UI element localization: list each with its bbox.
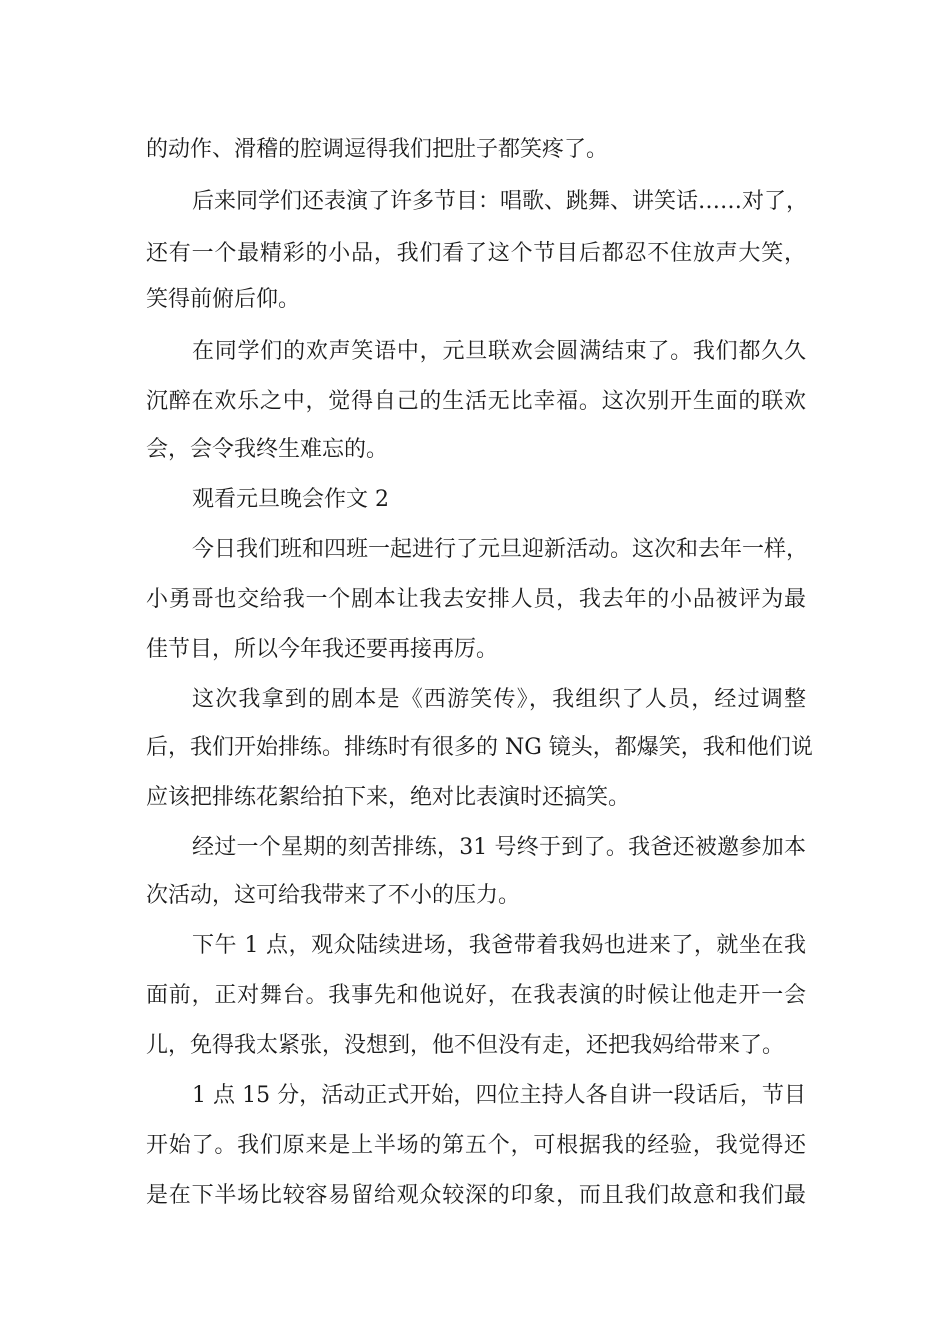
text-line: 沉醉在欢乐之中，觉得自己的生活无比幸福。这次别开生面的联欢 <box>146 389 806 414</box>
text-line: 是在下半场比较容易留给观众较深的印象，而且我们故意和我们最 <box>146 1183 806 1208</box>
text-line: 会，会令我终生难忘的。 <box>146 437 389 462</box>
text-line: 的动作、滑稽的腔调逗得我们把肚子都笑疼了。 <box>146 137 609 162</box>
text-line: 笑得前俯后仰。 <box>146 287 301 312</box>
text-line: 下午 1 点，观众陆续进场，我爸带着我妈也进来了，就坐在我 <box>192 933 806 958</box>
text-line: 小勇哥也交给我一个剧本让我去安排人员，我去年的小品被评为最 <box>146 587 806 612</box>
text-line: 应该把排练花絮给拍下来，绝对比表演时还搞笑。 <box>146 785 631 810</box>
text-line: 经过一个星期的刻苦排练，31 号终于到了。我爸还被邀参加本 <box>192 835 806 860</box>
text-line: 次活动，这可给我带来了不小的压力。 <box>146 883 521 908</box>
text-line: 佳节目，所以今年我还要再接再厉。 <box>146 637 499 662</box>
text-line: 这次我拿到的剧本是《西游笑传》，我组织了人员，经过调整 <box>192 687 806 712</box>
text-line: 后，我们开始排练。排练时有很多的 NG 镜头，都爆笑，我和他们说 <box>146 735 813 760</box>
text-line: 后来同学们还表演了许多节目：唱歌、跳舞、讲笑话……对了， <box>192 189 809 214</box>
text-line: 今日我们班和四班一起进行了元旦迎新活动。这次和去年一样， <box>192 537 809 562</box>
text-line: 儿，免得我太紧张，没想到，他不但没有走，还把我妈给带来了。 <box>146 1033 785 1058</box>
text-line: 还有一个最精彩的小品，我们看了这个节目后都忍不住放声大笑， <box>146 241 806 266</box>
text-line: 1 点 15 分，活动正式开始，四位主持人各自讲一段话后，节目 <box>192 1083 806 1108</box>
text-line: 在同学们的欢声笑语中，元旦联欢会圆满结束了。我们都久久 <box>192 339 806 364</box>
text-line: 面前，正对舞台。我事先和他说好，在我表演的时候让他走开一会 <box>146 983 806 1008</box>
text-line: 开始了。我们原来是上半场的第五个，可根据我的经验，我觉得还 <box>146 1133 806 1158</box>
section-heading: 观看元旦晚会作文 2 <box>192 487 389 512</box>
